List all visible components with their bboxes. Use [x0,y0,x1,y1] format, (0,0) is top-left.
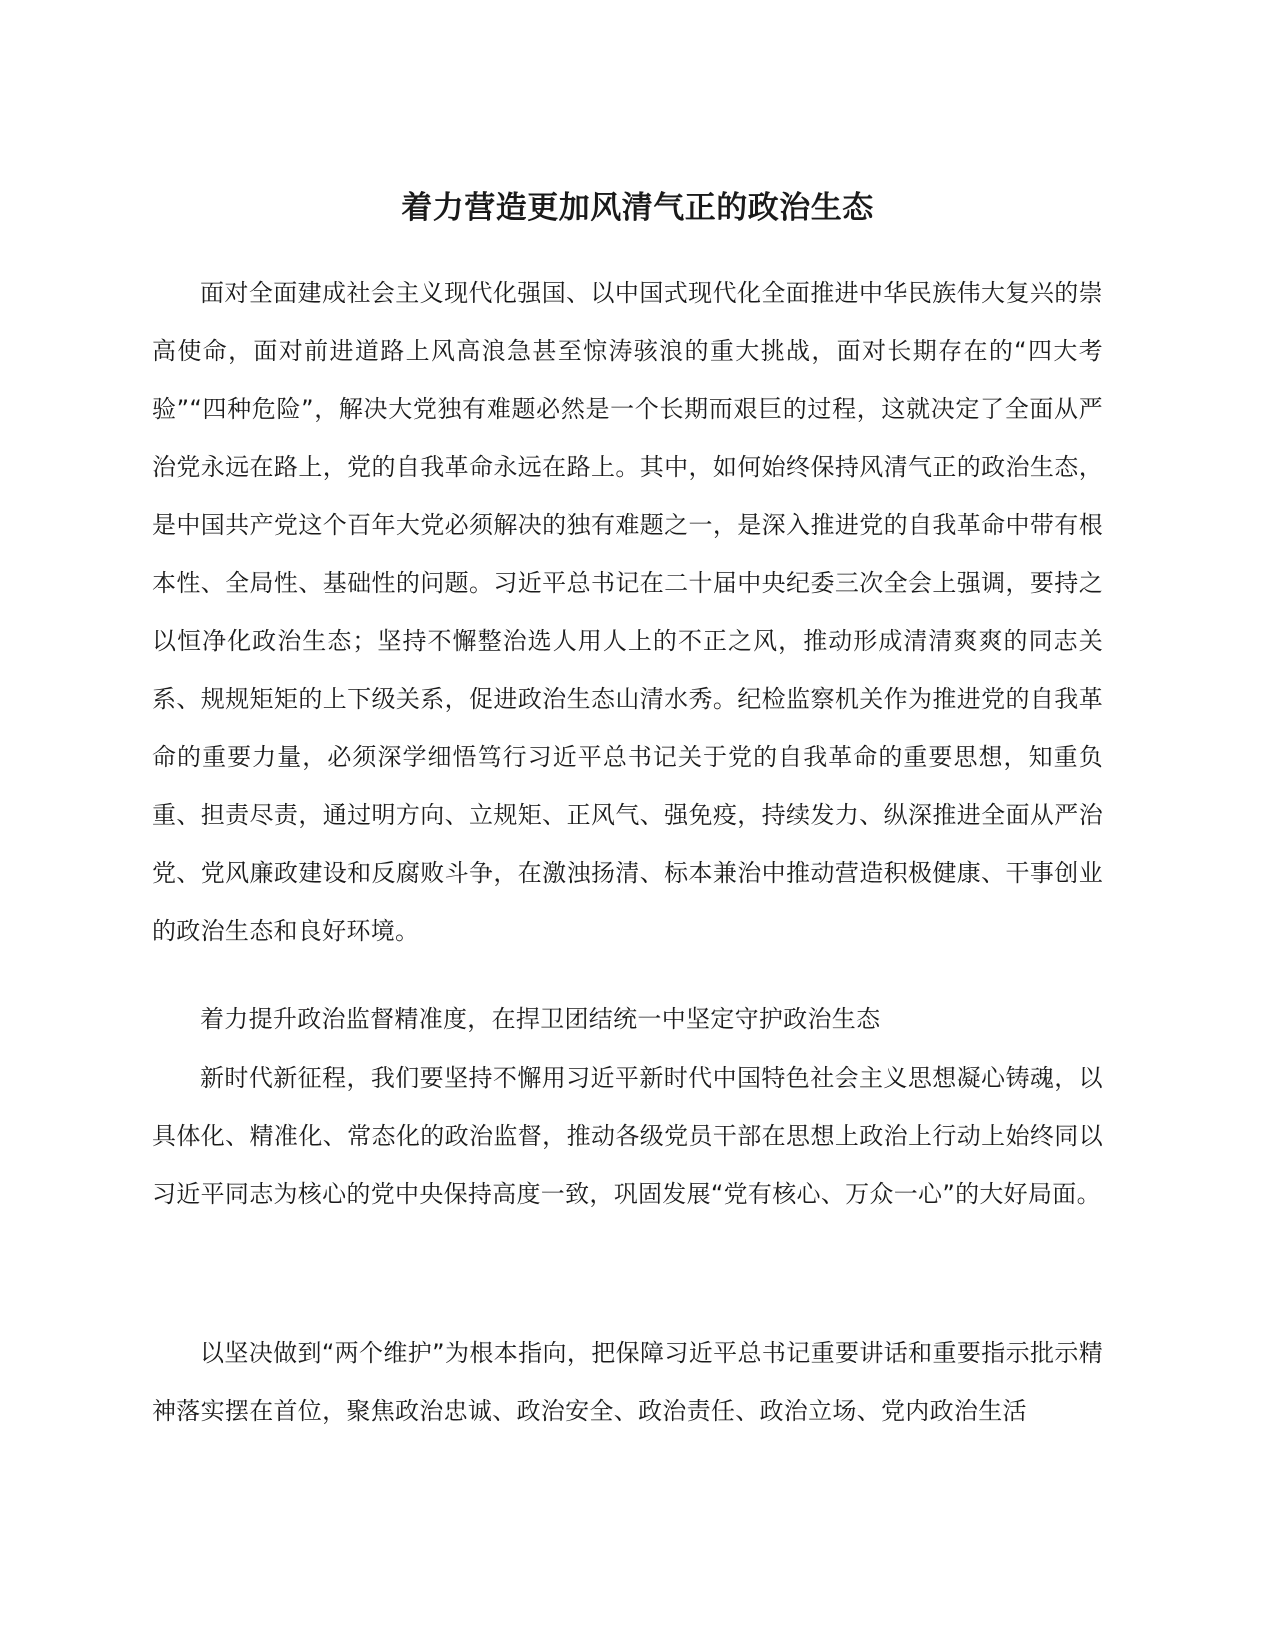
paragraph-intro [152,264,1103,960]
paragraph-new-era [152,1049,1103,1223]
section-heading-text: 着力提升政治监督精准度，在捍卫团结统一中坚定守护政治生态 [200,1005,881,1033]
paragraph-text: 面对全面建成社会主义现代化强国、以中国式现代化全面推进中华民族伟大复兴的崇高使命，面对前进道路上风高浪急甚至惊涛骇浪的重大挑战，面对长期存在的“四大考验”“四种危险”，解决大党独有难题必然是一个长期而艰巨的过程，这就决定了全面从严治党永远在路上，党的自我革命永远在路上。其中，如何始终保持风清气正的政治生态，是中国共产党这个百年大党必须解决的独有难题之一，是深入推进党的自我革命中带有根本性、全局性、基础性的问题。习近平总书记在二十届中央纪委三次全会上强调，要持之以恒净化政治生态；坚持不懈整治选人用人上的不正之风，推动形成清清爽爽的同志关系、规规矩矩的上下级关系，促进政治生态山清水秀。纪检监察机关作为推进党的自我革命的重要力量，必须深学细悟笃行习近平总书记关于党的自我革命的重要思想，知重负重、担责尽责，通过明方向、立规矩、正风气、强免疫，持续发力、纵深推进全面从严治党、党风廉政建设和反腐败斗争，在激浊扬清、标本兼治中推动营造积极健康、干事创业的政治生态和良好环境。 [152,279,1103,945]
paragraph-two-safeguards [152,1324,1103,1440]
paragraph-text: 以坚决做到“两个维护”为根本指向，把保障习近平总书记重要讲话和重要指示批示精神落实摆在首位，聚焦政治忠诚、政治安全、政治责任、政治立场、党内政治生活 [152,1339,1103,1425]
paragraph-text: 新时代新征程，我们要坚持不懈用习近平新时代中国特色社会主义思想凝心铸魂，以具体化、精准化、常态化的政治监督，推动各级党员干部在思想上政治上行动上始终同以习近平同志为核心的党中央保持高度一致，巩固发展“党有核心、万众一心”的大好局面。 [152,1064,1103,1208]
section-heading [152,990,1103,1048]
document-title: 着力营造更加风清气正的政治生态 [401,190,874,226]
